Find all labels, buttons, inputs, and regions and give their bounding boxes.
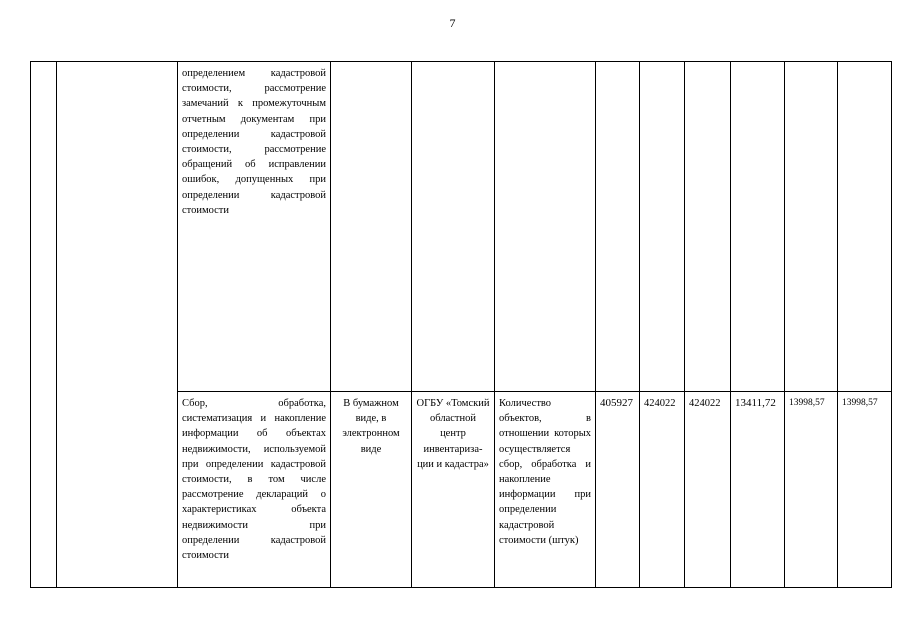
work-description-cell: Сбор, обработка, систематизация и накопление информации об объектах недвижимости, используемой при определении кадастровой стоимости, в том числе рассмотрение деклараций о характеристиках объекта недвижимости при определении кадастровой стоимости	[178, 392, 331, 588]
institution-cell	[412, 62, 495, 392]
value-cell	[731, 62, 785, 392]
value-cell	[785, 62, 838, 392]
value-cell	[596, 62, 640, 392]
value-cell	[640, 62, 685, 392]
value-cell: 405927	[596, 392, 640, 588]
value-cell: 13998,57	[838, 392, 892, 588]
services-table	[30, 61, 892, 588]
form-cell	[331, 62, 412, 392]
service-name-cell	[57, 62, 178, 588]
table-row	[31, 62, 892, 392]
form-cell: В бумажном виде, в электронном виде	[331, 392, 412, 588]
institution-cell: ОГБУ «Томский областной центр инвентариза-ции и кадастра»	[412, 392, 495, 588]
page-number: 7	[449, 16, 456, 30]
value-cell: 424022	[685, 392, 731, 588]
row-number-cell	[31, 62, 57, 588]
indicator-cell	[495, 62, 596, 392]
value-cell: 424022	[640, 392, 685, 588]
value-cell	[838, 62, 892, 392]
value-cell	[685, 62, 731, 392]
value-cell: 13411,72	[731, 392, 785, 588]
work-description-cell: определением кадастровой стоимости, рассмотрение замечаний к промежуточным отчетным документам при определении кадастровой стоимости, рассмотрение обращений об исправлении ошибок, допущенных при определении кадастровой стоимости	[178, 62, 331, 392]
value-cell: 13998,57	[785, 392, 838, 588]
indicator-cell: Количество объектов, в отношении которых осуществляется сбор, обработка и накопление информации при определении кадастровой стоимости (штук)	[495, 392, 596, 588]
